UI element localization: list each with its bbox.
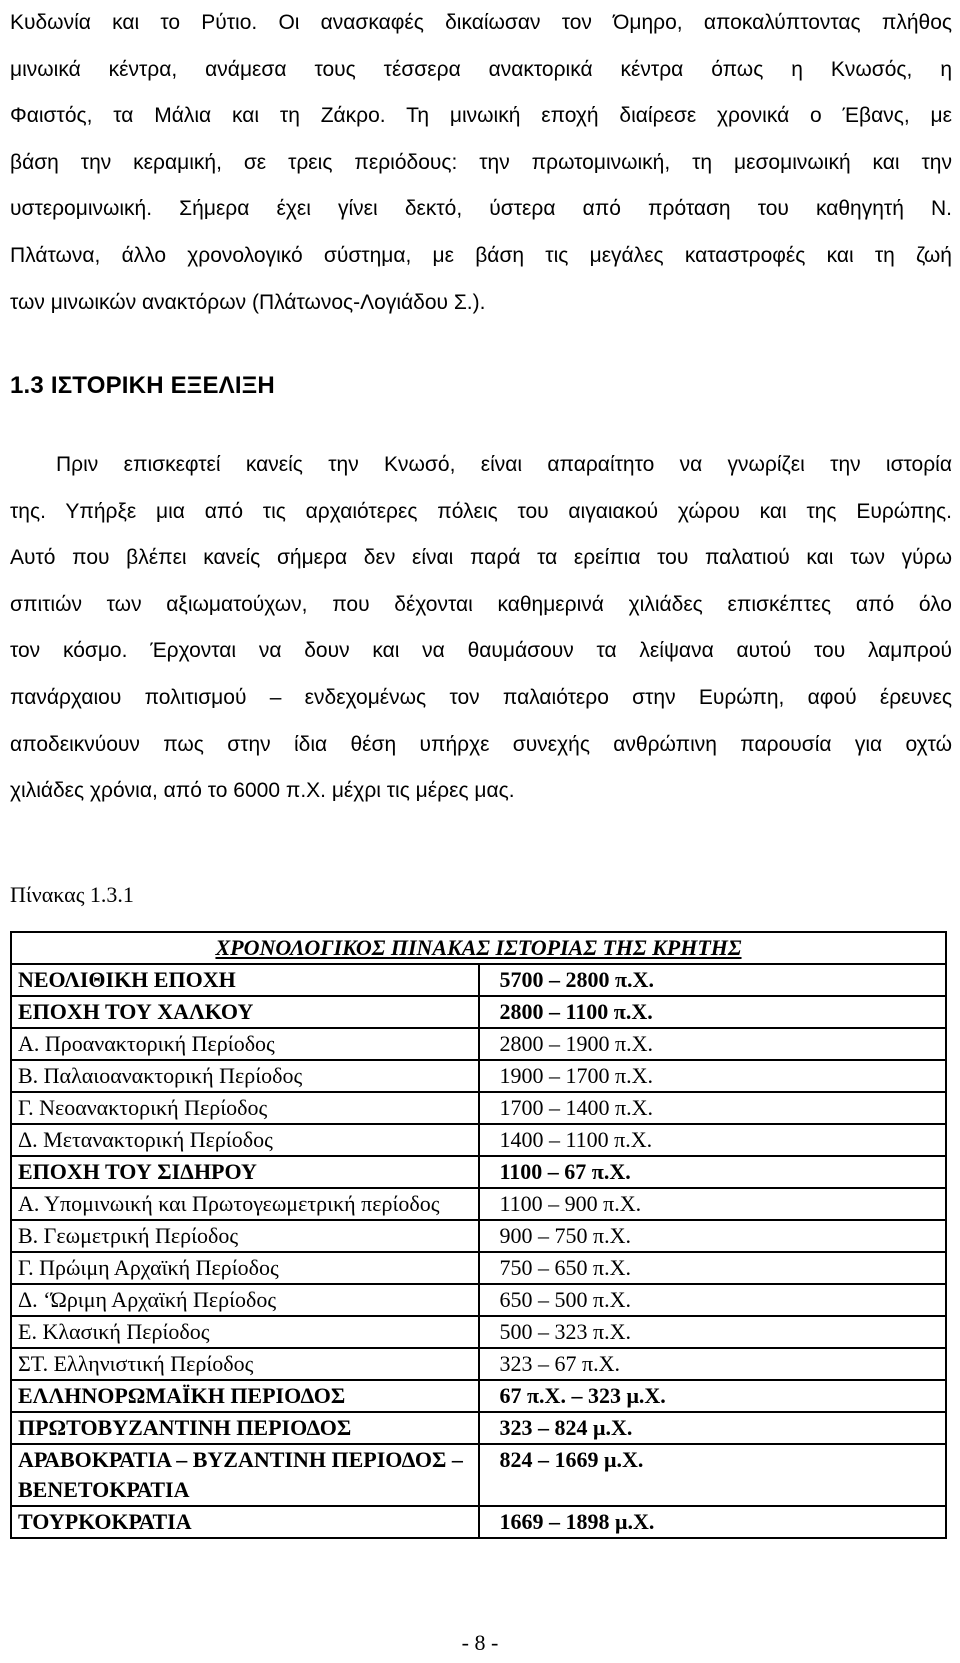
table-row [11, 1506, 946, 1538]
dates-cell: 2800 – 1900 π.Χ. [479, 1028, 947, 1060]
dates-cell: 1700 – 1400 π.Χ. [479, 1092, 947, 1124]
table-row [11, 1220, 946, 1252]
dates-cell: 1100 – 900 π.Χ. [479, 1188, 947, 1220]
period-cell: ΤΟΥΡΚΟΚΡΑΤΙΑ [11, 1506, 479, 1538]
paragraph-line: υστερομινωική. Σήμερα έχει γίνει δεκτό, ύστερα από πρόταση του καθηγητή Ν. [10, 197, 952, 221]
table-title: ΧΡΟΝΟΛΟΓΙΚΟΣ ΠΙΝΑΚΑΣ ΙΣΤΟΡΙΑΣ ΤΗΣ ΚΡΗΤΗΣ [11, 932, 946, 964]
paragraph-line: των μινωικών ανακτόρων (Πλάτωνος-Λογιάδου Σ.). [10, 290, 486, 314]
paragraph-line: Κυδωνία και το Ρύτιο. Οι ανασκαφές δικαίωσαν τον Όμηρο, αποκαλύπτοντας πλήθος [10, 11, 952, 34]
paragraph-line: μινωικά κέντρα, ανάμεσα τους τέσσερα ανακτορικά κέντρα όπως η Κνωσός, η [10, 57, 952, 81]
dates-cell: 1100 – 67 π.Χ. [479, 1156, 947, 1188]
dates-cell: 323 – 824 μ.Χ. [479, 1412, 947, 1444]
dates-cell: 323 – 67 π.Χ. [479, 1348, 947, 1380]
dates-cell: 1900 – 1700 π.Χ. [479, 1060, 947, 1092]
period-cell: ΠΡΩΤΟΒΥΖΑΝΤΙΝΗ ΠΕΡΙΟΔΟΣ [11, 1412, 479, 1444]
table-row [11, 1188, 946, 1220]
chronology-table [10, 931, 947, 1539]
dates-cell: 5700 – 2800 π.Χ. [479, 964, 947, 996]
period-cell: Γ. Πρώιμη Αρχαϊκή Περίοδος [11, 1252, 479, 1284]
period-cell: Δ. ‘Ώριμη Αρχαϊκή Περίοδος [11, 1284, 479, 1316]
dates-cell: 750 – 650 π.Χ. [479, 1252, 947, 1284]
period-cell: Β. Παλαιοανακτορική Περίοδος [11, 1060, 479, 1092]
intro-paragraph [10, 0, 952, 326]
period-cell: ΝΕΟΛΙΘΙΚΗ ΕΠΟΧΗ [11, 964, 479, 996]
paragraph-line: της. Υπήρξε μια από τις αρχαιότερες πόλεις του αιγαιακού χώρου και της Ευρώπης. [10, 499, 952, 523]
table-row [11, 1252, 946, 1284]
period-cell: ΕΛΛΗΝΟΡΩΜΑΪΚΗ ΠΕΡΙΟΔΟΣ [11, 1380, 479, 1412]
table-row [11, 1316, 946, 1348]
table-caption: Πίνακας 1.3.1 [10, 882, 134, 907]
table-row [11, 1124, 946, 1156]
dates-cell: 2800 – 1100 π.Χ. [479, 996, 947, 1028]
history-paragraph [10, 442, 952, 815]
dates-cell: 824 – 1669 μ.Χ. [479, 1444, 947, 1506]
paragraph-line: χιλιάδες χρόνια, από το 6000 π.Χ. μέχρι τις μέρες μας. [10, 779, 515, 803]
table-row [11, 1092, 946, 1124]
paragraph-line: σπιτιών των αξιωματούχων, που δέχονται καθημερινά χιλιάδες επισκέπτες από όλο [10, 592, 952, 616]
paragraph-line: βάση την κεραμική, σε τρεις περιόδους: την πρωτομινωική, τη μεσομινωική και την [10, 150, 952, 174]
period-cell: ΕΠΟΧΗ ΤΟΥ ΧΑΛΚΟΥ [11, 996, 479, 1028]
table-row [11, 1444, 946, 1506]
table-title-row [11, 932, 946, 964]
table-row [11, 1412, 946, 1444]
period-cell: ΑΡΑΒΟΚΡΑΤΙΑ – ΒΥΖΑΝΤΙΝΗ ΠΕΡΙΟΔΟΣ – ΒΕΝΕΤΟΚΡΑΤΙΑ [11, 1444, 479, 1506]
table-row [11, 1060, 946, 1092]
dates-cell: 900 – 750 π.Χ. [479, 1220, 947, 1252]
table-row [11, 1348, 946, 1380]
paragraph-line: πανάρχαιου πολιτισμού – ενδεχομένως τον παλαιότερο στην Ευρώπη, αφού έρευνες [10, 685, 952, 709]
paragraph-line: Φαιστός, τα Μάλια και τη Ζάκρο. Τη μινωική εποχή διαίρεσε χρονικά ο Έβανς, με [10, 104, 952, 128]
table-row [11, 996, 946, 1028]
paragraph-line: Πλάτωνα, άλλο χρονολογικό σύστημα, με βάση τις μεγάλες καταστροφές και τη ζωή [10, 243, 952, 267]
table-row [11, 1380, 946, 1412]
section-heading: 1.3 ΙΣΤΟΡΙΚΗ ΕΞΕΛΙΞΗ [10, 372, 275, 399]
period-cell: Δ. Μετανακτορική Περίοδος [11, 1124, 479, 1156]
table-row [11, 1284, 946, 1316]
dates-cell: 650 – 500 π.Χ. [479, 1284, 947, 1316]
table-row [11, 1028, 946, 1060]
dates-cell: 500 – 323 π.Χ. [479, 1316, 947, 1348]
paragraph-line: Πριν επισκεφτεί κανείς την Κνωσό, είναι απαραίτητο να γνωρίζει την ιστορία [56, 453, 952, 476]
period-cell: Α. Προανακτορική Περίοδος [11, 1028, 479, 1060]
paragraph-line: αποδεικνύουν πως στην ίδια θέση υπήρχε συνεχής ανθρώπινη παρουσία για οχτώ [10, 732, 952, 756]
paragraph-line: τον κόσμο. Έρχονται να δουν και να θαυμάσουν τα λείψανα αυτού του λαμπρού [10, 639, 952, 663]
table-row [11, 1156, 946, 1188]
page-number: - 8 - [461, 1630, 499, 1655]
paragraph-line: Αυτό που βλέπει κανείς σήμερα δεν είναι παρά τα ερείπια του παλατιού και των γύρω [10, 546, 952, 570]
dates-cell: 1400 – 1100 π.Χ. [479, 1124, 947, 1156]
period-cell: Γ. Νεοανακτορική Περίοδος [11, 1092, 479, 1124]
period-cell: Ε. Κλασική Περίοδος [11, 1316, 479, 1348]
period-cell: Β. Γεωμετρική Περίοδος [11, 1220, 479, 1252]
period-cell: ΕΠΟΧΗ ΤΟΥ ΣΙΔΗΡΟΥ [11, 1156, 479, 1188]
dates-cell: 1669 – 1898 μ.Χ. [479, 1506, 947, 1538]
period-cell: ΣΤ. Ελληνιστική Περίοδος [11, 1348, 479, 1380]
period-cell: Α. Υπομινωική και Πρωτογεωμετρική περίοδος [11, 1188, 479, 1220]
table-row [11, 964, 946, 996]
dates-cell: 67 π.Χ. – 323 μ.Χ. [479, 1380, 947, 1412]
